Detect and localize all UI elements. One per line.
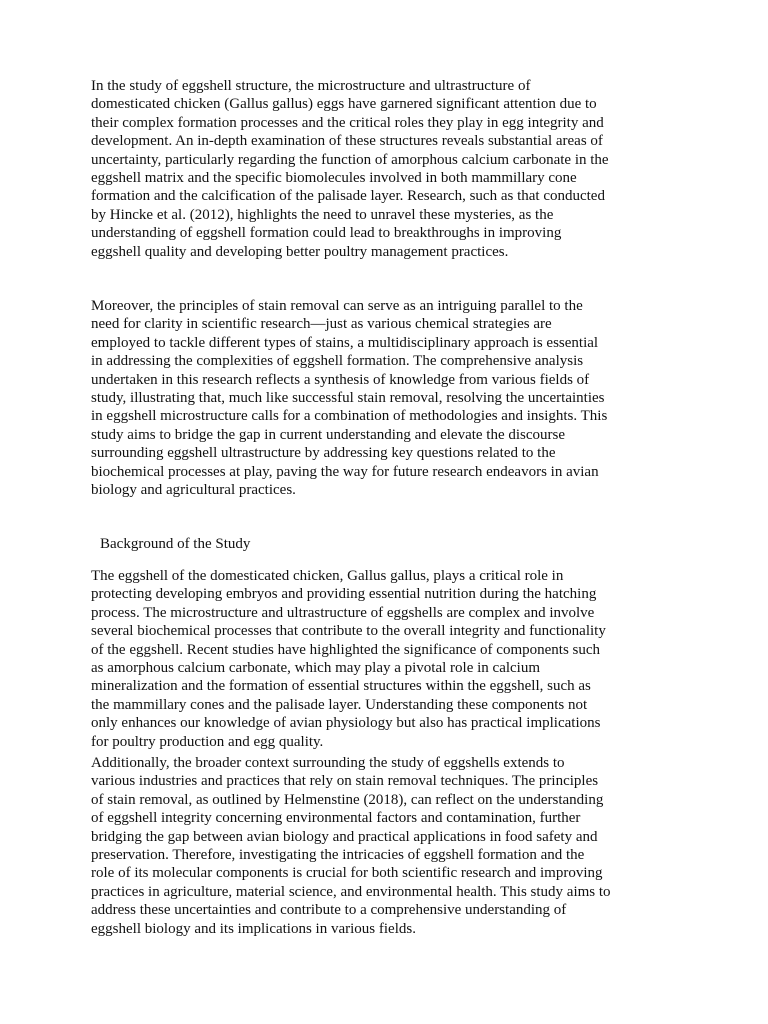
background-paragraph-2: Additionally, the broader context surrounding the study of eggshells extends to various industries and practices that rely on stain removal techniques. The principles of stain removal, as outlined by Helmenstine (2018), can reflect on the understanding of eggshell integrity concerning environmental factors and contamination, further bridging the gap between avian biology and practical applications in food safety and preservation. Therefore, investigating the intricacies of eggshell formation and the role of its molecular components is crucial for both scientific research and improving practices in agriculture, material science, and environmental health. This study aims to address these uncertainties and contribute to a comprehensive understanding of eggshell biology and its implications in various fields. — [91, 755, 611, 937]
section-heading: Background of the Study — [100, 536, 251, 552]
intro-paragraph-2: Moreover, the principles of stain removal can serve as an intriguing parallel to the need for clarity in scientific research—just as various chemical strategies are employed to tackle different types of stains, a multidisciplinary approach is essential in addressing the complexities of eggshell formation. The comprehensive analysis undertaken in this research reflects a synthesis of knowledge from various fields of study, illustrating that, much like successful stain removal, resolving the uncertainties in eggshell microstructure calls for a combination of methodologies and insights. This study aims to bridge the gap in current understanding and elevate the discourse surrounding eggshell ultrastructure by addressing key questions related to the biochemical processes at play, paving the way for future research endeavors in avian biology and agricultural practices. — [91, 298, 608, 499]
background-paragraph-1: The eggshell of the domesticated chicken, Gallus gallus, plays a critical role in protecting developing embryos and providing essential nutrition during the hatching process. The microstructure and ultrastructure of eggshells are complex and involve several biochemical processes that contribute to the overall integrity and functionality of the eggshell. Recent studies have highlighted the significance of components such as amorphous calcium carbonate, which may play a pivotal role in calcium mineralization and the formation of essential structures within the eggshell, such as the mammillary cones and the palisade layer. Understanding these components not only enhances our knowledge of avian physiology but also has practical implications for poultry production and egg quality. — [91, 568, 606, 750]
intro-paragraph-1: In the study of eggshell structure, the microstructure and ultrastructure of domesticated chicken (Gallus gallus) eggs have garnered significant attention due to their complex formation processes and the critical roles they play in egg integrity and development. An in-depth examination of these structures reveals substantial areas of uncertainty, particularly regarding the function of amorphous calcium carbonate in the eggshell matrix and the specific biomolecules involved in both mammillary cone formation and the calcification of the palisade layer. Research, such as that conducted by Hincke et al. (2012), highlights the need to unravel these mysteries, as the understanding of eggshell formation could lead to breakthroughs in improving eggshell quality and developing better poultry management practices. — [91, 78, 609, 260]
